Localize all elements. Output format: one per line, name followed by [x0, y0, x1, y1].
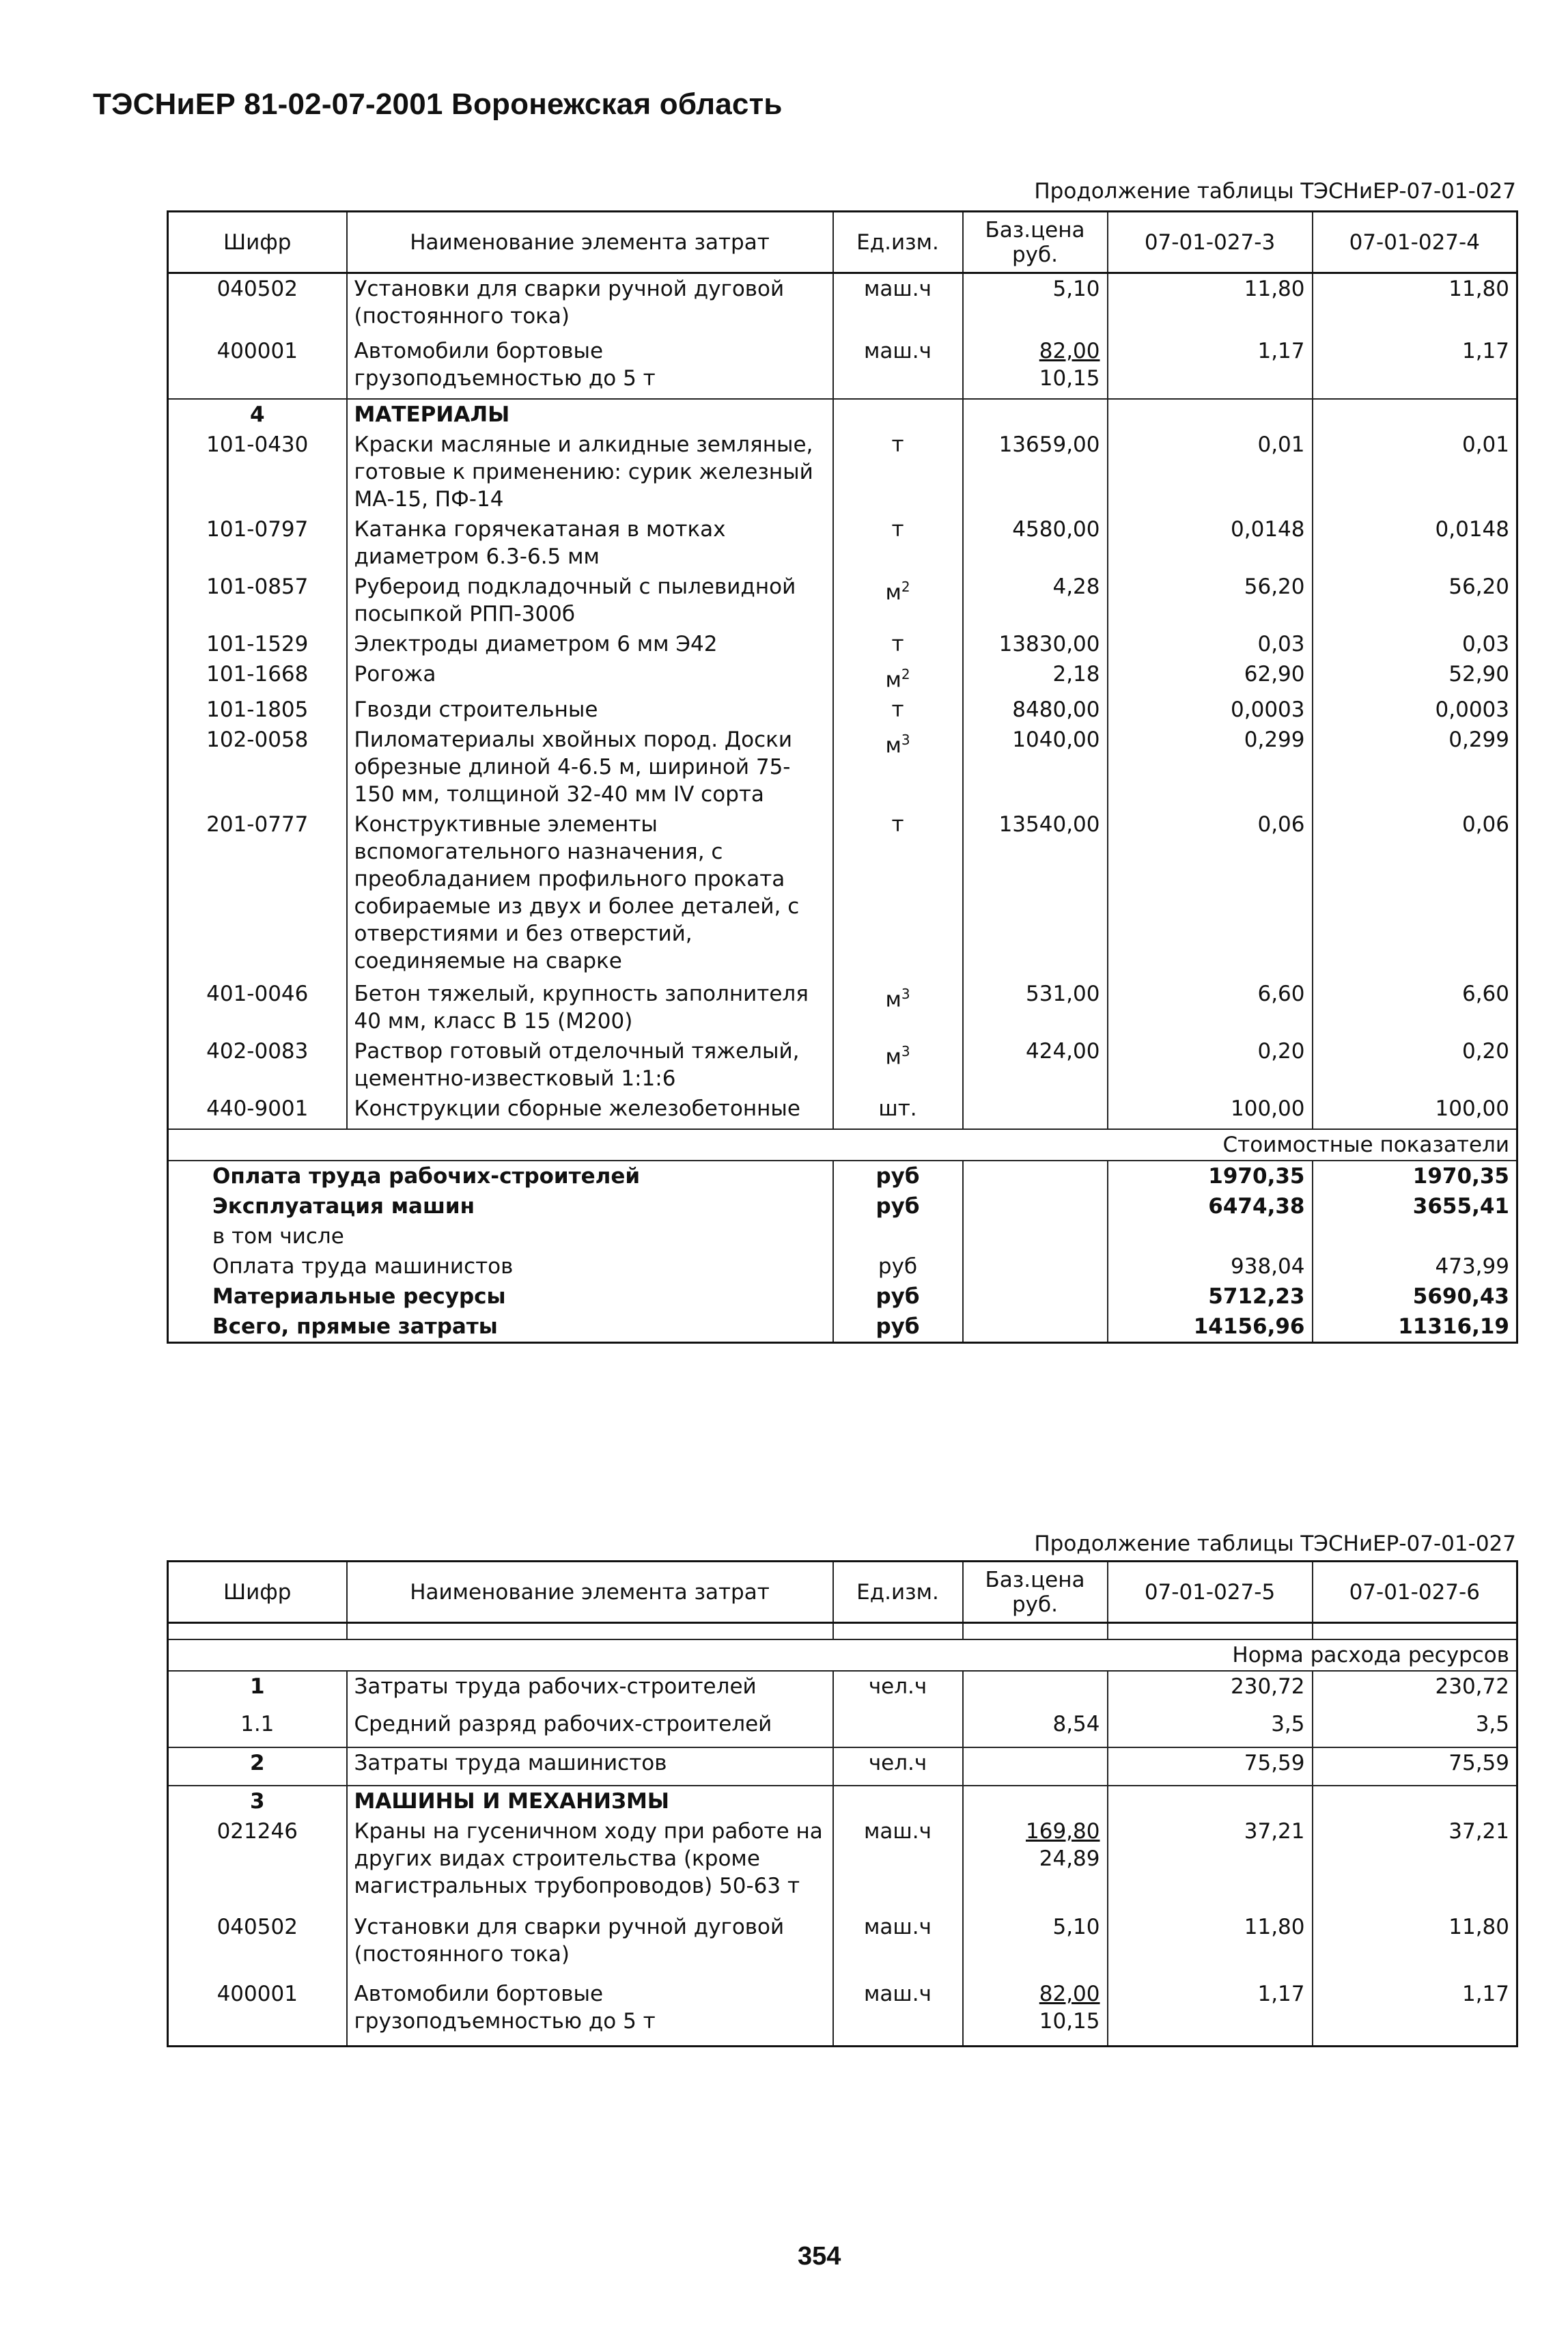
section-number: 4: [168, 399, 347, 430]
col-code-header: Шифр: [168, 212, 347, 273]
summary-row: [168, 1191, 1517, 1221]
resource-name: Установки для сварки ручной дуговой (постоянного тока): [347, 273, 833, 336]
summary-label: Материальные ресурсы: [168, 1282, 833, 1312]
base-price-value: [963, 1747, 1108, 1786]
col-name-header: Наименование элемента затрат: [347, 1562, 833, 1623]
summary-value-a: 1970,35: [1108, 1161, 1313, 1191]
table-row: [168, 430, 1517, 514]
resource-name: Установки для сварки ручной дуговой (постоянного тока): [347, 1912, 833, 1979]
resource-code: 021246: [168, 1816, 347, 1912]
norm-value-b: 75,59: [1313, 1747, 1517, 1786]
resource-name: Автомобили бортовые грузоподъемностью до 5 т: [347, 1979, 833, 2046]
norm-value-a: 11,80: [1108, 273, 1313, 336]
resource-code: 1.1: [168, 1709, 347, 1747]
unit-value: маш.ч: [864, 277, 932, 301]
unit-cell: [833, 273, 963, 336]
base-price-wage-value: 24,89: [1039, 1846, 1100, 1871]
norm-value-a: 6,60: [1108, 979, 1313, 1036]
unit-value: шт.: [878, 1096, 917, 1121]
summary-value-b: 473,99: [1313, 1251, 1517, 1282]
base-price-value: 5,10: [1052, 277, 1100, 301]
col-variant-3-header: 07-01-027-3: [1108, 212, 1313, 273]
resource-table-2: [167, 1560, 1518, 2047]
norm-value-b: 0,01: [1313, 430, 1517, 514]
base-price-cell: [963, 1094, 1108, 1129]
section-row: [168, 399, 1517, 430]
norm-value-a: 56,20: [1108, 572, 1313, 629]
resource-name: Конструкции сборные железобетонные: [347, 1094, 833, 1129]
unit-exponent: 3: [901, 1042, 910, 1059]
empty-cell: [963, 1282, 1108, 1312]
table-row: [168, 273, 1517, 336]
norm-label-row-label: Норма расхода ресурсов: [168, 1639, 1517, 1671]
resource-code: 101-1805: [168, 695, 347, 725]
base-price-value: 169,80: [1026, 1819, 1100, 1844]
summary-value-a: 14156,96: [1108, 1312, 1313, 1343]
table-row: [168, 1036, 1517, 1094]
norm-value-b: 0,0003: [1313, 695, 1517, 725]
summary-label: Эксплуатация машин: [168, 1191, 833, 1221]
table-row: [168, 725, 1517, 809]
norm-value-b: 230,72: [1313, 1671, 1517, 1709]
resource-code: 400001: [168, 1979, 347, 2046]
summary-row: [168, 1312, 1517, 1343]
col-unit-header: Ед.изм.: [833, 212, 963, 273]
table-row: [168, 572, 1517, 629]
base-price-cell: [963, 725, 1108, 809]
unit-value: т: [891, 631, 904, 656]
section-number: 3: [168, 1786, 347, 1816]
col-variant-4-header: 07-01-027-4: [1313, 212, 1517, 273]
resource-name: Пиломатериалы хвойных пород. Доски обрезные длиной 4-6.5 м, шириной 75-150 мм, толщиной 32-40 мм IV сорта: [347, 725, 833, 809]
norm-value-b: 37,21: [1313, 1816, 1517, 1912]
empty-cell: [963, 1221, 1108, 1251]
table1-continuation-label: Продолжение таблицы ТЭСНиЕР-07-01-027: [1034, 179, 1516, 204]
col-variant-5-header: 07-01-027-5: [1108, 1562, 1313, 1623]
norm-value-a: 37,21: [1108, 1816, 1313, 1912]
summary-unit: руб: [833, 1312, 963, 1343]
base-price-value: 8,54: [963, 1709, 1108, 1747]
summary-row: [168, 1161, 1517, 1191]
cost-indicators-row: [168, 1129, 1517, 1161]
empty-cell: [1108, 399, 1313, 430]
page-number: 354: [798, 2242, 841, 2271]
norm-value-b: 1,17: [1313, 1979, 1517, 2046]
section-row: [168, 1786, 1517, 1816]
section-title: МАШИНЫ И МЕХАНИЗМЫ: [347, 1786, 833, 1816]
base-price-value: 13830,00: [998, 631, 1100, 656]
unit-value: т: [891, 697, 904, 722]
summary-row: [168, 1221, 1517, 1251]
resource-name: Рубероид подкладочный с пылевидной посыпкой РПП-300б: [347, 572, 833, 629]
empty-cell: [833, 399, 963, 430]
table-row: [168, 809, 1517, 979]
resource-table-1: [167, 210, 1518, 1344]
resource-code: 101-0797: [168, 514, 347, 572]
col-code-header: Шифр: [168, 1562, 347, 1623]
empty-cell: [1108, 1623, 1313, 1640]
norm-value-b: 56,20: [1313, 572, 1517, 629]
norm-value-a: 3,5: [1108, 1709, 1313, 1747]
resource-name: Краски масляные и алкидные земляные, готовые к применению: сурик железный МА-15, ПФ-14: [347, 430, 833, 514]
norm-value-b: 0,03: [1313, 629, 1517, 659]
summary-value-b: 11316,19: [1313, 1312, 1517, 1343]
unit-cell: [833, 1036, 963, 1094]
summary-label: в том числе: [168, 1221, 833, 1251]
summary-value-b: 3655,41: [1313, 1191, 1517, 1221]
base-price-value: 531,00: [1026, 981, 1100, 1006]
base-price-cell: [963, 809, 1108, 979]
unit-value: маш.ч: [864, 1982, 932, 2006]
unit-cell: [833, 809, 963, 979]
resource-name: Электроды диаметром 6 мм Э42: [347, 629, 833, 659]
base-price-cell: [963, 695, 1108, 725]
norm-value-a: 1,17: [1108, 336, 1313, 399]
empty-cell: [963, 1161, 1108, 1191]
table-row: [168, 1912, 1517, 1979]
summary-value-b: [1313, 1221, 1517, 1251]
norm-value-b: 0,299: [1313, 725, 1517, 809]
base-price-value: 5,10: [1052, 1915, 1100, 1939]
table-row: [168, 514, 1517, 572]
norm-value-b: 52,90: [1313, 659, 1517, 695]
summary-unit: [833, 1221, 963, 1251]
unit-cell: [833, 629, 963, 659]
norm-value-b: 1,17: [1313, 336, 1517, 399]
unit-value: [833, 1709, 963, 1747]
empty-cell: [963, 399, 1108, 430]
norm-value-a: 230,72: [1108, 1671, 1313, 1709]
unit-value: чел.ч: [833, 1747, 963, 1786]
summary-unit: руб: [833, 1191, 963, 1221]
base-price-cell: [963, 659, 1108, 695]
norm-value-a: 0,0148: [1108, 514, 1313, 572]
summary-label: Оплата труда машинистов: [168, 1251, 833, 1282]
resource-code: 201-0777: [168, 809, 347, 979]
table-row: [168, 1747, 1517, 1786]
summary-unit: руб: [833, 1282, 963, 1312]
resource-name: Бетон тяжелый, крупность заполнителя 40 мм, класс В 15 (М200): [347, 979, 833, 1036]
resource-code: 1: [168, 1671, 347, 1709]
unit-exponent: 3: [901, 731, 910, 748]
resource-code: 101-0430: [168, 430, 347, 514]
resource-name: Рогожа: [347, 659, 833, 695]
summary-value-b: 5690,43: [1313, 1282, 1517, 1312]
unit-cell: [833, 1094, 963, 1129]
unit-value: т: [891, 432, 904, 457]
unit-cell: [833, 1912, 963, 1979]
table-row: [168, 336, 1517, 399]
unit-cell: [833, 1816, 963, 1912]
norm-value-a: 1,17: [1108, 1979, 1313, 2046]
base-price-cell: [963, 336, 1108, 399]
unit-cell: [833, 514, 963, 572]
summary-label: Всего, прямые затраты: [168, 1312, 833, 1343]
base-price-cell: [963, 1912, 1108, 1979]
table-row: [168, 1671, 1517, 1709]
unit-value: м: [885, 579, 901, 605]
norm-value-b: 100,00: [1313, 1094, 1517, 1129]
base-price-cell: [963, 979, 1108, 1036]
table-row: [168, 1816, 1517, 1912]
base-price-value: 2,18: [1052, 661, 1100, 687]
resource-name: Катанка горячекатаная в мотках диаметром 6.3-6.5 мм: [347, 514, 833, 572]
norm-value-b: 0,20: [1313, 1036, 1517, 1094]
base-price-wage-value: 10,15: [1039, 365, 1100, 391]
norm-value-b: 0,06: [1313, 809, 1517, 979]
base-price-cell: [963, 629, 1108, 659]
unit-value: м: [885, 987, 901, 1012]
empty-cell: [833, 1623, 963, 1640]
table-row: [168, 979, 1517, 1036]
unit-cell: [833, 430, 963, 514]
base-price-cell: [963, 1816, 1108, 1912]
norm-value-b: 0,0148: [1313, 514, 1517, 572]
summary-value-a: 5712,23: [1108, 1282, 1313, 1312]
empty-cell: [1313, 1623, 1517, 1640]
norm-value-a: 0,06: [1108, 809, 1313, 979]
resource-code: 440-9001: [168, 1094, 347, 1129]
empty-cell: [963, 1191, 1108, 1221]
empty-cell: [963, 1786, 1108, 1816]
unit-exponent: 2: [901, 578, 910, 595]
table-row: [168, 1709, 1517, 1747]
empty-cell: [833, 1786, 963, 1816]
unit-value: м: [885, 733, 901, 758]
norm-value-a: 0,299: [1108, 725, 1313, 809]
resource-code: 040502: [168, 273, 347, 336]
col-price-header: Баз.цена руб.: [963, 212, 1108, 273]
unit-cell: [833, 572, 963, 629]
summary-row: [168, 1251, 1517, 1282]
unit-cell: [833, 695, 963, 725]
resource-code: 101-0857: [168, 572, 347, 629]
resource-code: 400001: [168, 336, 347, 399]
resource-name: Затраты труда машинистов: [347, 1747, 833, 1786]
resource-name: Раствор готовый отделочный тяжелый, цементно-известковый 1:1:6: [347, 1036, 833, 1094]
base-price-value: 4,28: [1052, 574, 1100, 599]
norm-label-row: [168, 1639, 1517, 1671]
unit-value: маш.ч: [864, 338, 932, 363]
resource-code: 102-0058: [168, 725, 347, 809]
base-price-value: [963, 1671, 1108, 1709]
resource-name: Конструктивные элементы вспомогательного назначения, с преобладанием профильного проката собираемые из двух и более деталей, с отверстиями и без отверстий, соединяемые на сварке: [347, 809, 833, 979]
unit-exponent: 3: [901, 985, 910, 1002]
resource-name: Автомобили бортовые грузоподъемностью до 5 т: [347, 336, 833, 399]
unit-value: маш.ч: [864, 1915, 932, 1939]
resource-name: Средний разряд рабочих-строителей: [347, 1709, 833, 1747]
empty-cell: [1313, 399, 1517, 430]
unit-value: чел.ч: [833, 1671, 963, 1709]
summary-row: [168, 1282, 1517, 1312]
col-price-header: Баз.цена руб.: [963, 1562, 1108, 1623]
base-price-value: 13540,00: [998, 812, 1100, 837]
unit-value: м: [885, 667, 901, 692]
empty-cell: [963, 1623, 1108, 1640]
empty-cell: [347, 1623, 833, 1640]
resource-code: 101-1529: [168, 629, 347, 659]
base-price-value: 424,00: [1026, 1038, 1100, 1064]
resource-code: 402-0083: [168, 1036, 347, 1094]
base-price-cell: [963, 273, 1108, 336]
unit-cell: [833, 1979, 963, 2046]
resource-code: 101-1668: [168, 659, 347, 695]
norm-value-a: 11,80: [1108, 1912, 1313, 1979]
table2-continuation-label: Продолжение таблицы ТЭСНиЕР-07-01-027: [1034, 1532, 1516, 1556]
col-unit-header: Ед.изм.: [833, 1562, 963, 1623]
resource-name: Краны на гусеничном ходу при работе на других видах строительства (кроме магистральных трубопроводов) 50-63 т: [347, 1816, 833, 1912]
section-title: МАТЕРИАЛЫ: [347, 399, 833, 430]
summary-value-a: 938,04: [1108, 1251, 1313, 1282]
unit-exponent: 2: [901, 665, 910, 682]
table-row: [168, 1979, 1517, 2046]
unit-value: маш.ч: [864, 1819, 932, 1844]
base-price-cell: [963, 572, 1108, 629]
base-price-value: 82,00: [1039, 338, 1100, 363]
unit-value: м: [885, 1044, 901, 1070]
col-name-header: Наименование элемента затрат: [347, 212, 833, 273]
resource-name: Затраты труда рабочих-строителей: [347, 1671, 833, 1709]
summary-value-a: [1108, 1221, 1313, 1251]
unit-cell: [833, 336, 963, 399]
norm-value-b: 3,5: [1313, 1709, 1517, 1747]
empty-cell: [963, 1312, 1108, 1343]
table-row: [168, 629, 1517, 659]
empty-cell: [963, 1251, 1108, 1282]
unit-cell: [833, 659, 963, 695]
base-price-value: 8480,00: [1012, 697, 1100, 722]
norm-value-a: 62,90: [1108, 659, 1313, 695]
summary-value-b: 1970,35: [1313, 1161, 1517, 1191]
norm-value-a: 75,59: [1108, 1747, 1313, 1786]
resource-name: Гвозди строительные: [347, 695, 833, 725]
unit-value: т: [891, 812, 904, 837]
resource-code: 2: [168, 1747, 347, 1786]
empty-cell: [168, 1623, 347, 1640]
norm-value-a: 0,03: [1108, 629, 1313, 659]
base-price-value: 1040,00: [1012, 727, 1100, 752]
norm-value-a: 0,01: [1108, 430, 1313, 514]
base-price-cell: [963, 1036, 1108, 1094]
unit-cell: [833, 979, 963, 1036]
norm-value-b: 11,80: [1313, 273, 1517, 336]
resource-code: 401-0046: [168, 979, 347, 1036]
norm-value-b: 6,60: [1313, 979, 1517, 1036]
base-price-value: 82,00: [1039, 1982, 1100, 2006]
base-price-cell: [963, 514, 1108, 572]
table-row: [168, 1094, 1517, 1129]
table-row: [168, 695, 1517, 725]
summary-value-a: 6474,38: [1108, 1191, 1313, 1221]
unit-value: т: [891, 516, 904, 542]
norm-value-a: 100,00: [1108, 1094, 1313, 1129]
base-price-cell: [963, 1979, 1108, 2046]
summary-unit: руб: [833, 1251, 963, 1282]
norm-value-b: 11,80: [1313, 1912, 1517, 1979]
table-row: [168, 659, 1517, 695]
summary-unit: руб: [833, 1161, 963, 1191]
gap-row: [168, 1623, 1517, 1640]
base-price-value: 4580,00: [1012, 516, 1100, 542]
col-variant-6-header: 07-01-027-6: [1313, 1562, 1517, 1623]
base-price-wage-value: 10,15: [1039, 2009, 1100, 2034]
base-price-cell: [963, 430, 1108, 514]
document-header: ТЭСНиЕР 81-02-07-2001 Воронежская область: [93, 87, 783, 121]
summary-label: Оплата труда рабочих-строителей: [168, 1161, 833, 1191]
unit-cell: [833, 725, 963, 809]
resource-code: 040502: [168, 1912, 347, 1979]
norm-value-a: 0,20: [1108, 1036, 1313, 1094]
base-price-value: 13659,00: [998, 432, 1100, 457]
empty-cell: [1313, 1786, 1517, 1816]
norm-value-a: 0,0003: [1108, 695, 1313, 725]
empty-cell: [1108, 1786, 1313, 1816]
cost-indicators-row-label: Стоимостные показатели: [168, 1129, 1517, 1161]
